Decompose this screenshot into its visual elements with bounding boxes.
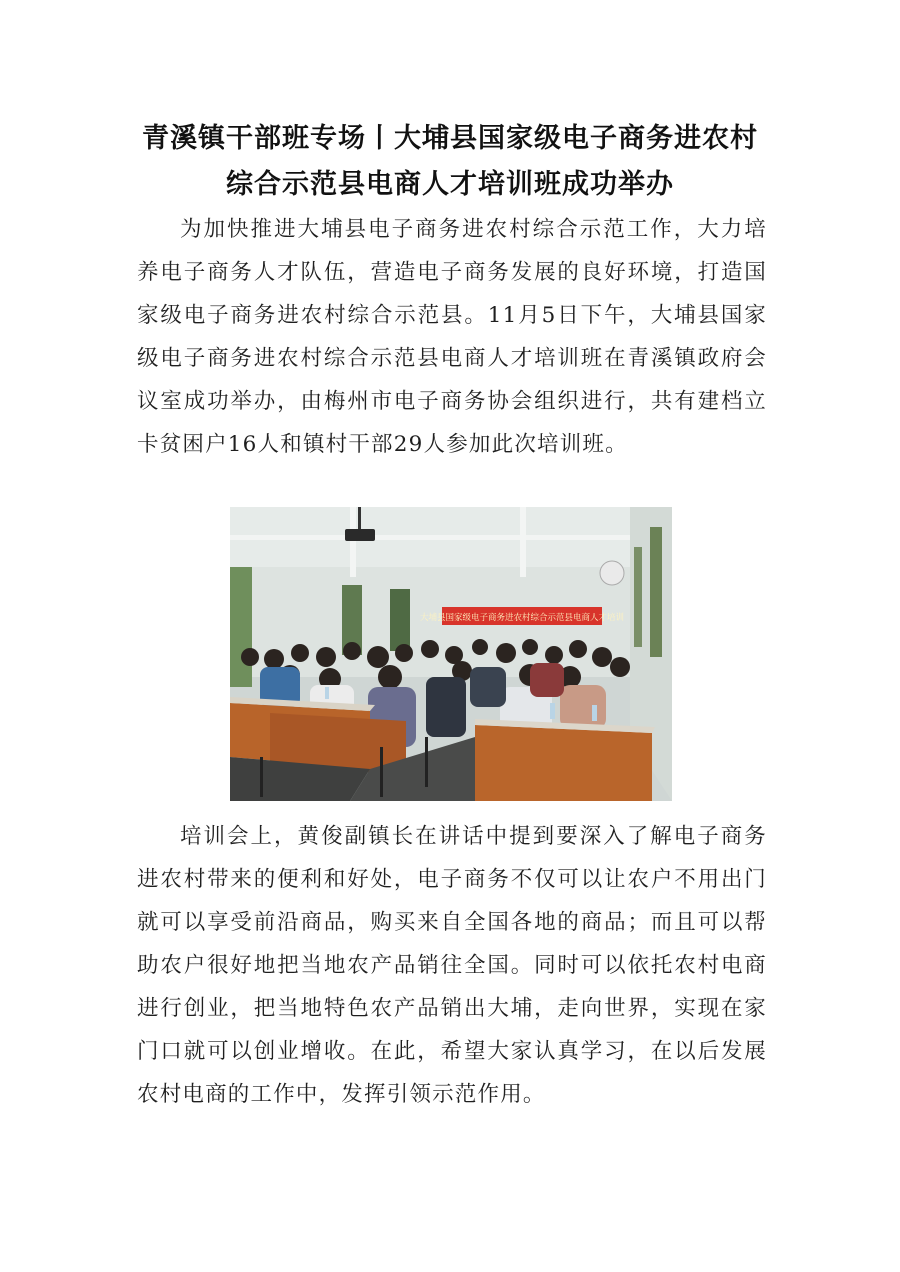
article-paragraph-1: 为加快推进大埔县电子商务进农村综合示范工作，大力培养电子商务人才队伍，营造电子商务发展的良好环境，打造国家级电子商务进农村综合示范县。11月5日下午，大埔县国家级电子商务进农村综合示范县电商人才培训班在青溪镇政府会议室成功举办，由梅州市电子商务协会组织进行，共有建档立卡贫困户16人和镇村干部29人参加此次培训班。 xyxy=(137,217,767,457)
article-title-line2: 综合示范县电商人才培训班成功举办 xyxy=(226,169,674,200)
article-paragraph-2: 培训会上，黄俊副镇长在讲话中提到要深入了解电子商务进农村带来的便利和好处，电子商务不仅可以让农户不用出门就可以享受前沿商品，购买来自全国各地的商品；而且可以帮助农户很好地把当地农产品销往全国。同时可以依托农村电商进行创业，把当地特色农产品销出大埔，走向世界，实现在家门口就可以创业增收。在此，希望大家认真学习，在以后发展农村电商的工作中，发挥引领示范作用。 xyxy=(137,824,767,1107)
photo-banner-text: 大埔县国家级电子商务进农村综合示范县电商人才培训 xyxy=(419,613,625,623)
training-class-photo xyxy=(230,507,672,801)
article-title-line1: 青溪镇干部班专场丨大埔县国家级电子商务进农村 xyxy=(142,123,758,154)
